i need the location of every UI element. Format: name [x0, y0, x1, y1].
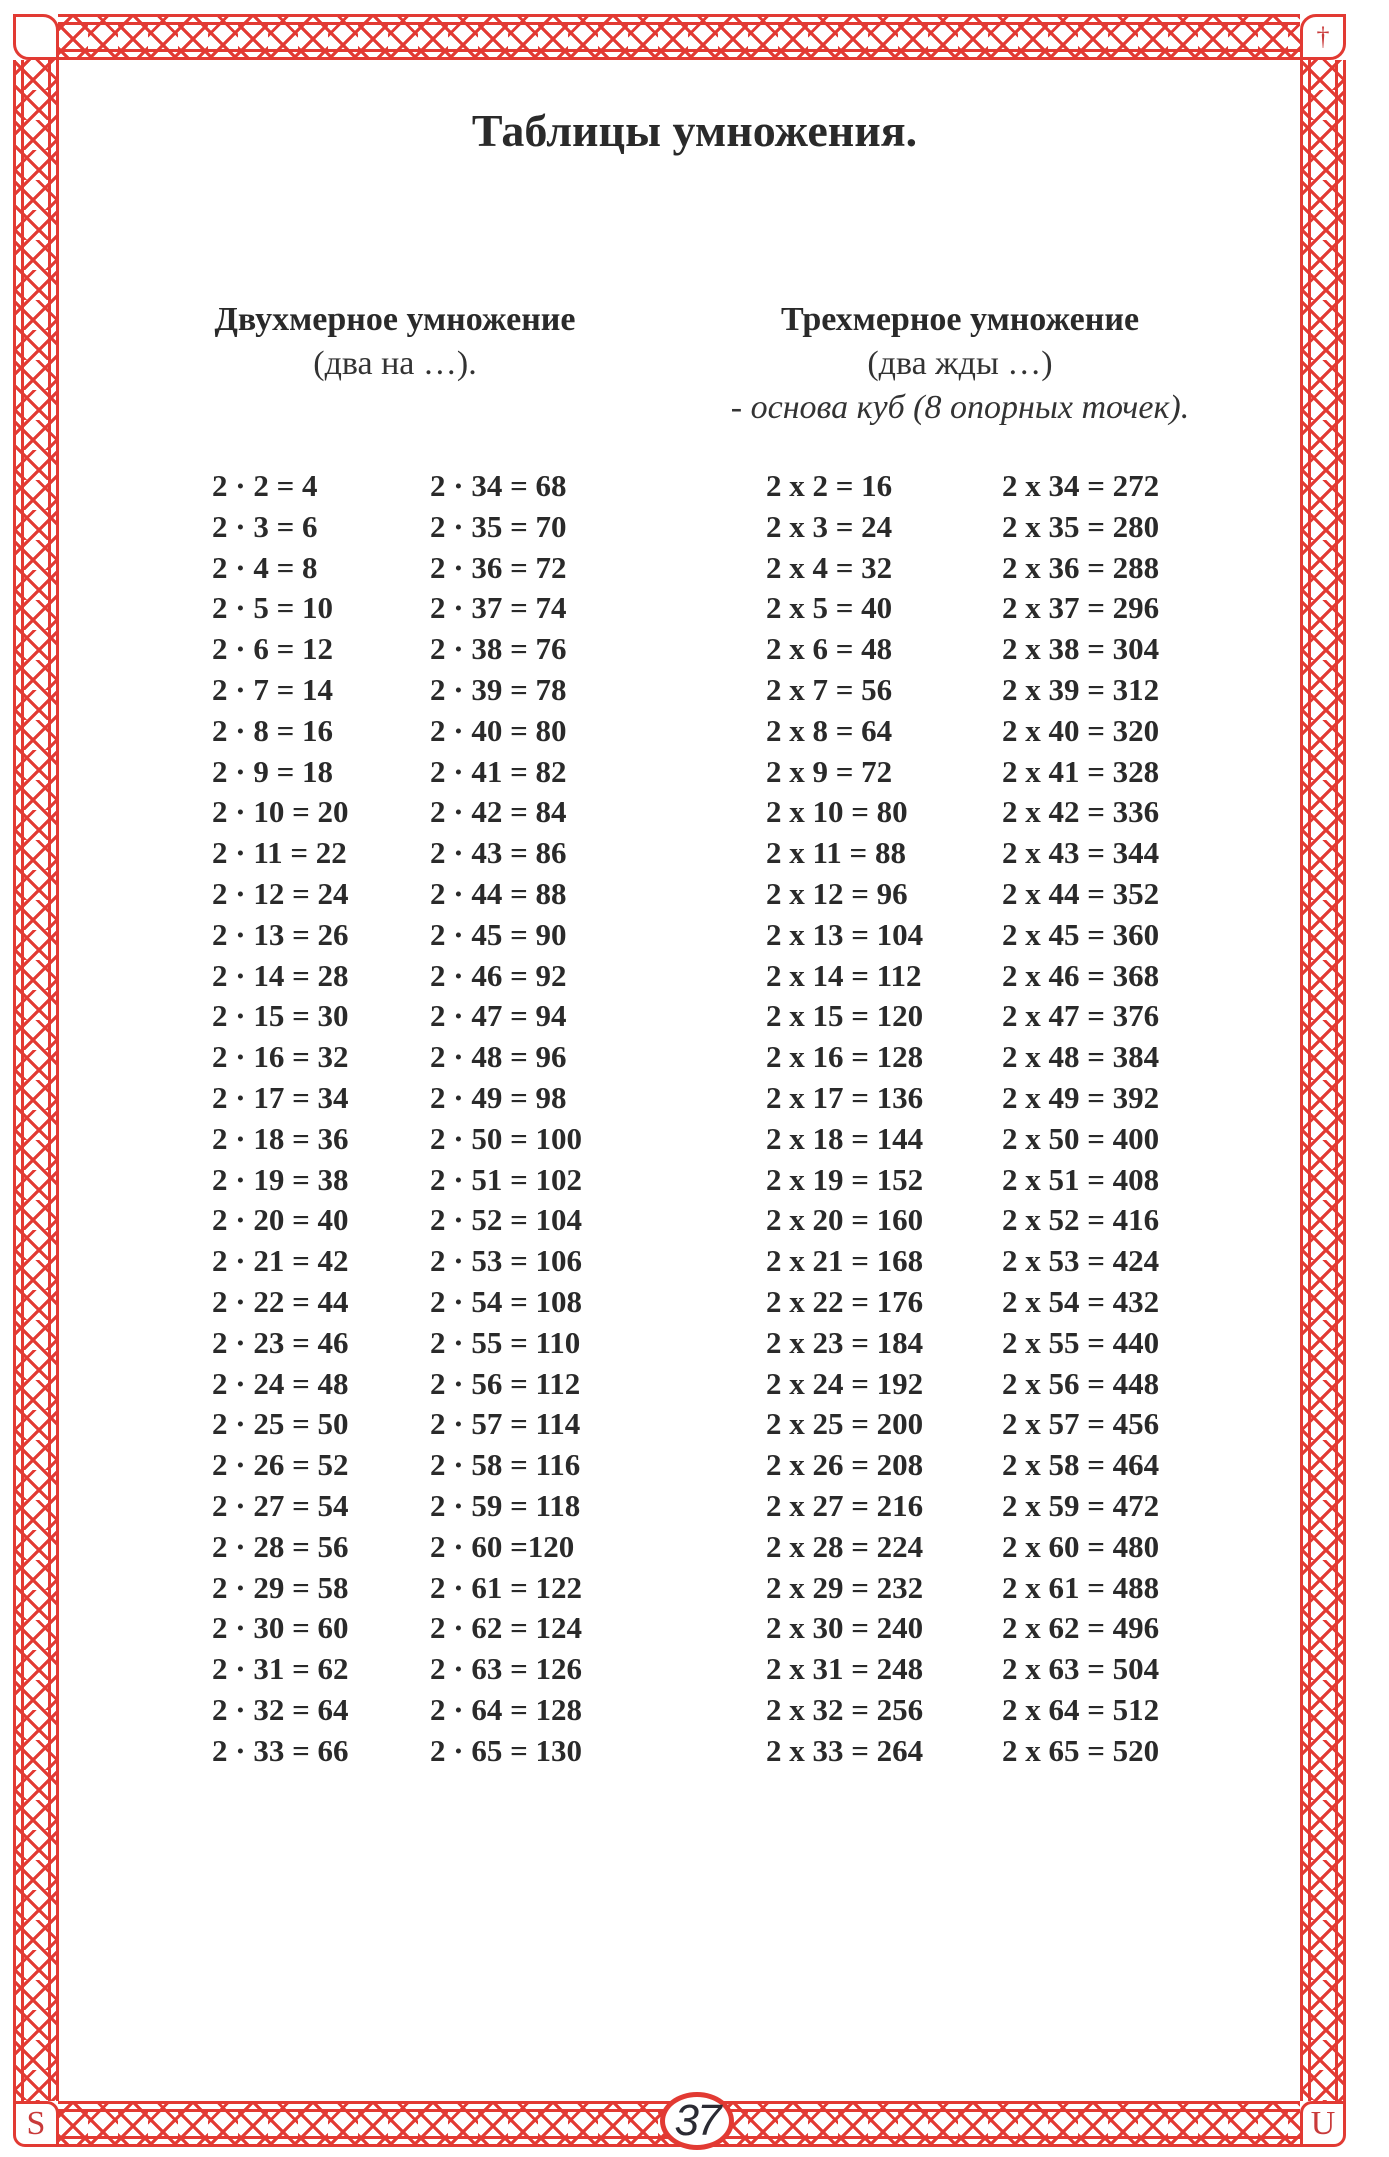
equation-row: 2 · 59 = 118: [430, 1487, 581, 1523]
equation-row: 2 x 34 = 272: [1002, 468, 1160, 503]
equation-row: 2 · 24 = 48: [212, 1365, 349, 1401]
equation-row: 2 · 47 = 94: [430, 998, 567, 1034]
equation-row: 2 x 50 = 400: [1002, 1120, 1160, 1156]
equation-row: 2 x 31 = 248: [766, 1651, 924, 1687]
equation-row: 2 x 55 = 440: [1002, 1324, 1160, 1360]
equation-row: 2 · 26 = 52: [212, 1447, 349, 1483]
equation-row: 2 x 37 = 296: [1002, 590, 1160, 626]
equation-row: 2 · 42 = 84: [430, 794, 567, 830]
equation-row: 2 · 17 = 34: [212, 1079, 349, 1115]
equation-row: 2 x 21 = 168: [766, 1243, 924, 1279]
equation-row: 2 · 50 = 100: [430, 1120, 583, 1156]
equation-row: 2 · 13 = 26: [212, 916, 349, 952]
corner-letter-s: S: [26, 2105, 46, 2142]
equation-row: 2 x 61 = 488: [1002, 1569, 1160, 1605]
equation-row: 2 · 6 = 12: [212, 631, 334, 667]
equation-row: 2 x 30 = 240: [766, 1610, 924, 1646]
equation-row: 2 x 6 = 48: [766, 631, 893, 667]
table-2d-column-2: [430, 466, 582, 1772]
equation-row: 2 x 58 = 464: [1002, 1447, 1160, 1483]
equation-row: 2 x 49 = 392: [1002, 1079, 1160, 1115]
equation-row: 2 · 53 = 106: [430, 1243, 583, 1279]
equation-row: 2 x 5 = 40: [766, 590, 893, 626]
equation-row: 2 x 4 = 32: [766, 549, 893, 585]
equation-row: 2 x 62 = 496: [1002, 1610, 1160, 1646]
equation-row: 2 · 39 = 78: [430, 671, 567, 707]
section-3d-subheading: (два жды …): [867, 345, 1053, 382]
equation-row: 2 · 18 = 36: [212, 1120, 349, 1156]
equation-row: 2 x 20 = 160: [766, 1202, 924, 1238]
equation-row: 2 · 64 = 128: [430, 1691, 583, 1727]
equation-row: 2 · 19 = 38: [212, 1161, 349, 1197]
section-2d-header: [160, 298, 630, 386]
equation-row: 2 x 42 = 336: [1002, 794, 1160, 830]
equation-row: 2 · 46 = 92: [430, 957, 567, 993]
equation-row: 2 x 24 = 192: [766, 1365, 924, 1401]
celtic-border-right: [1300, 60, 1346, 2101]
equation-row: 2 x 60 = 480: [1002, 1528, 1160, 1564]
equation-row: 2 · 45 = 90: [430, 916, 567, 952]
equation-row: 2 x 14 = 112: [766, 957, 922, 993]
equation-row: 2 · 30 = 60: [212, 1610, 349, 1646]
equation-row: 2 x 51 = 408: [1002, 1161, 1160, 1197]
section-3d-note: - основа куб (8 опорных точек).: [730, 389, 1190, 426]
equation-row: 2 x 46 = 368: [1002, 957, 1160, 993]
equation-row: 2 x 15 = 120: [766, 998, 924, 1034]
equation-row: 2 · 61 = 122: [430, 1569, 583, 1605]
equation-row: 2 x 13 = 104: [766, 916, 924, 952]
equation-row: 2 x 63 = 504: [1002, 1651, 1160, 1687]
equation-row: 2 · 60 =120: [430, 1528, 575, 1564]
equation-row: 2 · 44 = 88: [430, 875, 567, 911]
equation-row: 2 · 31 = 62: [212, 1651, 349, 1687]
equation-row: 2 x 35 = 280: [1002, 508, 1160, 544]
equation-row: 2 · 62 = 124: [430, 1610, 583, 1646]
equation-row: 2 x 29 = 232: [766, 1569, 924, 1605]
equation-row: 2 x 43 = 344: [1002, 835, 1160, 871]
equation-row: 2 x 33 = 264: [766, 1732, 924, 1768]
page-number-badge: [660, 2092, 734, 2150]
table-2d-column-1: [212, 466, 349, 1772]
equation-row: 2 x 3 = 24: [766, 508, 893, 544]
equation-row: 2 · 57 = 114: [430, 1406, 581, 1442]
equation-row: 2 x 17 = 136: [766, 1079, 924, 1115]
equation-row: 2 · 63 = 126: [430, 1651, 583, 1687]
equation-row: 2 · 8 = 16: [212, 712, 334, 748]
section-3d-header: [660, 298, 1260, 430]
equation-row: 2 x 10 = 80: [766, 794, 908, 830]
equation-row: 2 x 32 = 256: [766, 1691, 924, 1727]
equation-row: 2 x 36 = 288: [1002, 549, 1160, 585]
equation-row: 2 · 12 = 24: [212, 875, 349, 911]
corner-letter-u: U: [1310, 2105, 1336, 2142]
equation-row: 2 · 51 = 102: [430, 1161, 583, 1197]
equation-row: 2 x 22 = 176: [766, 1283, 924, 1319]
equation-row: 2 · 35 = 70: [430, 508, 567, 544]
equation-row: 2 x 18 = 144: [766, 1120, 924, 1156]
celtic-border-top: [58, 14, 1300, 60]
page-title: Таблицы умножения.: [471, 105, 918, 156]
equation-row: 2 · 38 = 76: [430, 631, 567, 667]
equation-row: 2 · 20 = 40: [212, 1202, 349, 1238]
equation-row: 2 · 15 = 30: [212, 998, 349, 1034]
equation-row: 2 · 3 = 6: [212, 508, 318, 544]
equation-row: 2 · 65 = 130: [430, 1732, 583, 1768]
equation-row: 2 · 37 = 74: [430, 590, 567, 626]
equation-row: 2 · 11 = 22: [212, 835, 347, 871]
equation-row: 2 · 49 = 98: [430, 1079, 567, 1115]
equation-row: 2 · 9 = 18: [212, 753, 334, 789]
equation-row: 2 · 56 = 112: [430, 1365, 581, 1401]
equation-row: 2 · 21 = 42: [212, 1243, 349, 1279]
equation-row: 2 x 56 = 448: [1002, 1365, 1160, 1401]
equation-row: 2 x 41 = 328: [1002, 753, 1160, 789]
equation-row: 2 · 22 = 44: [212, 1283, 349, 1319]
equation-row: 2 · 52 = 104: [430, 1202, 583, 1238]
cross-glyph-icon: †: [1316, 22, 1330, 51]
border-corner-top-left: [13, 14, 59, 60]
equation-row: 2 · 16 = 32: [212, 1039, 349, 1075]
equation-row: 2 x 27 = 216: [766, 1487, 924, 1523]
equation-row: 2 x 25 = 200: [766, 1406, 924, 1442]
equation-row: 2 · 58 = 116: [430, 1447, 581, 1483]
equation-row: 2 x 40 = 320: [1002, 712, 1160, 748]
equation-row: 2 · 23 = 46: [212, 1324, 349, 1360]
equation-row: 2 x 65 = 520: [1002, 1732, 1160, 1768]
table-3d-column-1: [766, 466, 923, 1772]
border-corner-bottom-right: [1300, 2101, 1346, 2147]
equation-row: 2 · 41 = 82: [430, 753, 567, 789]
equation-row: 2 x 26 = 208: [766, 1447, 924, 1483]
equation-row: 2 x 23 = 184: [766, 1324, 924, 1360]
equation-row: 2 · 28 = 56: [212, 1528, 349, 1564]
section-3d-heading: Трехмерное умножение: [780, 301, 1140, 338]
equation-row: 2 · 55 = 110: [430, 1324, 581, 1360]
equation-row: 2 x 45 = 360: [1002, 916, 1160, 952]
equation-row: 2 · 10 = 20: [212, 794, 349, 830]
equation-row: 2 · 54 = 108: [430, 1283, 583, 1319]
section-2d-heading: Двухмерное умножение: [214, 301, 576, 338]
equation-row: 2 · 40 = 80: [430, 712, 567, 748]
equation-row: 2 · 4 = 8: [212, 549, 318, 585]
equation-row: 2 x 48 = 384: [1002, 1039, 1160, 1075]
equation-row: 2 · 25 = 50: [212, 1406, 349, 1442]
section-2d-subheading: (два на …).: [313, 345, 477, 382]
equation-row: 2 x 54 = 432: [1002, 1283, 1160, 1319]
equation-row: 2 x 16 = 128: [766, 1039, 924, 1075]
equation-row: 2 x 57 = 456: [1002, 1406, 1160, 1442]
equation-row: 2 x 7 = 56: [766, 671, 893, 707]
equation-row: 2 x 52 = 416: [1002, 1202, 1160, 1238]
celtic-border-left: [13, 60, 59, 2101]
equation-row: 2 · 29 = 58: [212, 1569, 349, 1605]
equation-row: 2 x 64 = 512: [1002, 1691, 1160, 1727]
equation-row: 2 x 47 = 376: [1002, 998, 1160, 1034]
equation-row: 2 x 8 = 64: [766, 712, 893, 748]
equation-row: 2 x 2 = 16: [766, 468, 893, 503]
equation-row: 2 x 12 = 96: [766, 875, 908, 911]
equation-row: 2 x 44 = 352: [1002, 875, 1160, 911]
border-corner-top-right: [1300, 14, 1346, 60]
table-3d-column-2: [1002, 466, 1159, 1772]
equation-row: 2 x 53 = 424: [1002, 1243, 1160, 1279]
equation-row: 2 · 7 = 14: [212, 671, 334, 707]
equation-row: 2 x 39 = 312: [1002, 671, 1160, 707]
equation-row: 2 x 38 = 304: [1002, 631, 1160, 667]
equation-row: 2 x 9 = 72: [766, 753, 893, 789]
equation-row: 2 · 27 = 54: [212, 1487, 349, 1523]
page-number: 37: [674, 2096, 720, 2145]
equation-row: 2 · 33 = 66: [212, 1732, 349, 1768]
equation-row: 2 x 28 = 224: [766, 1528, 924, 1564]
equation-row: 2 · 14 = 28: [212, 957, 349, 993]
equation-row: 2 · 36 = 72: [430, 549, 567, 585]
equation-row: 2 x 11 = 88: [766, 835, 906, 871]
equation-row: 2 x 19 = 152: [766, 1161, 924, 1197]
equation-row: 2 x 59 = 472: [1002, 1487, 1160, 1523]
equation-row: 2 · 48 = 96: [430, 1039, 567, 1075]
border-corner-bottom-left: [13, 2101, 59, 2147]
equation-row: 2 · 32 = 64: [212, 1691, 349, 1727]
equation-row: 2 · 5 = 10: [212, 590, 334, 626]
equation-row: 2 · 34 = 68: [430, 468, 567, 503]
equation-row: 2 · 2 = 4: [212, 468, 318, 503]
equation-row: 2 · 43 = 86: [430, 835, 567, 871]
